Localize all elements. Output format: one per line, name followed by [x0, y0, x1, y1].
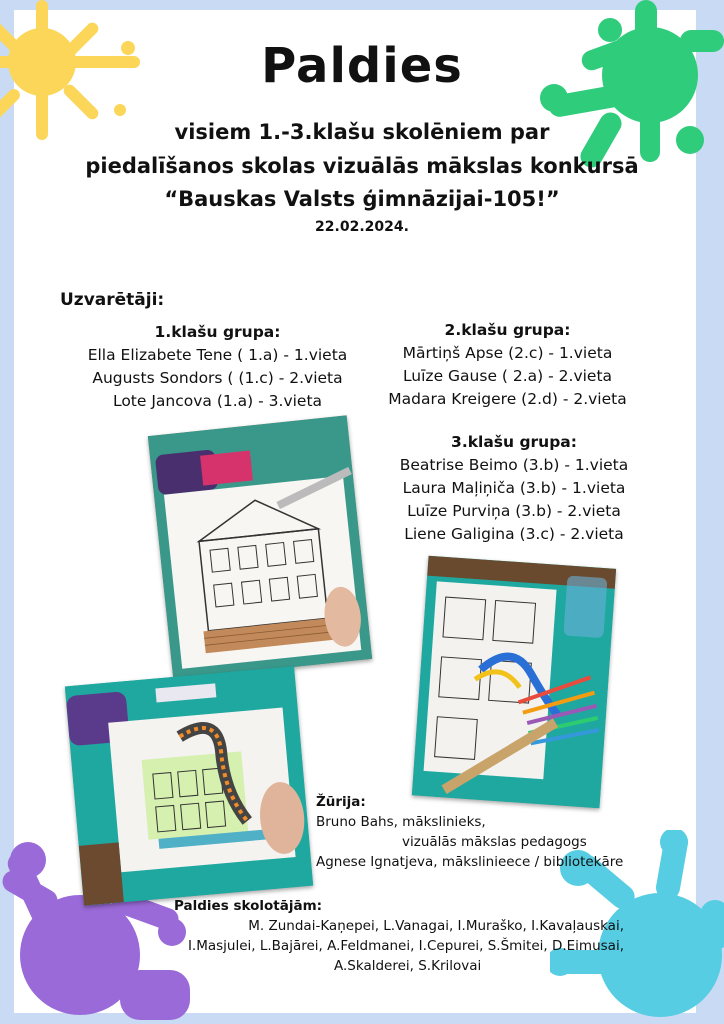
group-2-title: 2.klašu grupa:: [444, 321, 571, 339]
teachers-thanks-section: [174, 896, 624, 976]
jury-line: Agnese Ignatjeva, mākslinieece / bibliotekāre: [316, 854, 624, 870]
teachers-thanks-title: Paldies skolotājām:: [174, 898, 323, 914]
photo-drawing-building-1: [148, 415, 373, 680]
group-2-entry: Mārtiņš Apse (2.c) - 1.vieta: [402, 344, 613, 362]
jury-section: [316, 792, 623, 872]
jury-line: Bruno Bahs, mākslinieks,: [316, 814, 486, 830]
group-1-entry: Ella Elizabete Tene ( 1.a) - 1.vieta: [87, 346, 348, 364]
teachers-thanks-line: M. Zundai-Kaņepei, L.Vanagai, I.Muraško, I.Kavaļauskai,: [248, 918, 624, 934]
page-title: Paldies: [261, 38, 463, 94]
subtitle-line-2: piedalīšanos skolas vizuālās mākslas konkursā: [85, 154, 639, 178]
group-2-entry: Luīze Gause ( 2.a) - 2.vieta: [402, 367, 613, 385]
group-3-entry: Laura Maļiņiča (3.b) - 1.vieta: [402, 479, 626, 497]
teachers-thanks-line: A.Skalderei, S.Krilovai: [334, 958, 482, 974]
group-2-entry: Madara Kreigere (2.d) - 2.vieta: [388, 390, 627, 408]
photo-drawing-building-2: [412, 556, 616, 809]
group-3-title: 3.klašu grupa:: [451, 433, 577, 451]
subtitle-line-3: “Bauskas Valsts ģimnāzijai-105!”: [164, 187, 560, 211]
group-2: [370, 319, 645, 411]
group-1-entry: Lote Jancova (1.a) - 3.vieta: [112, 392, 323, 410]
group-3-entry: Luīze Purviņa (3.b) - 2.vieta: [407, 502, 621, 520]
group-1: [60, 321, 375, 413]
photo-drawing-building-3: [65, 666, 313, 905]
teachers-thanks-line: I.Masjulei, L.Bajārei, A.Feldmanei, I.Cepurei, S.Šmitei, D.Eimusai,: [187, 938, 624, 954]
winners-heading: Uzvarētāji:: [60, 290, 165, 310]
group-3: [380, 431, 648, 546]
group-3-entry: Beatrise Beimo (3.b) - 1.vieta: [399, 456, 629, 474]
group-3-entry: Liene Galigina (3.c) - 2.vieta: [404, 525, 624, 543]
jury-title: Žūrija:: [316, 794, 366, 810]
subtitle-line-1: visiem 1.-3.klašu skolēniem par: [174, 120, 550, 144]
group-1-entry: Augusts Sondors ( (1.c) - 2.vieta: [92, 369, 343, 387]
jury-line: vizuālās mākslas pedagogs: [402, 834, 587, 850]
event-date: 22.02.2024.: [315, 219, 409, 235]
group-1-title: 1.klašu grupa:: [154, 323, 281, 341]
